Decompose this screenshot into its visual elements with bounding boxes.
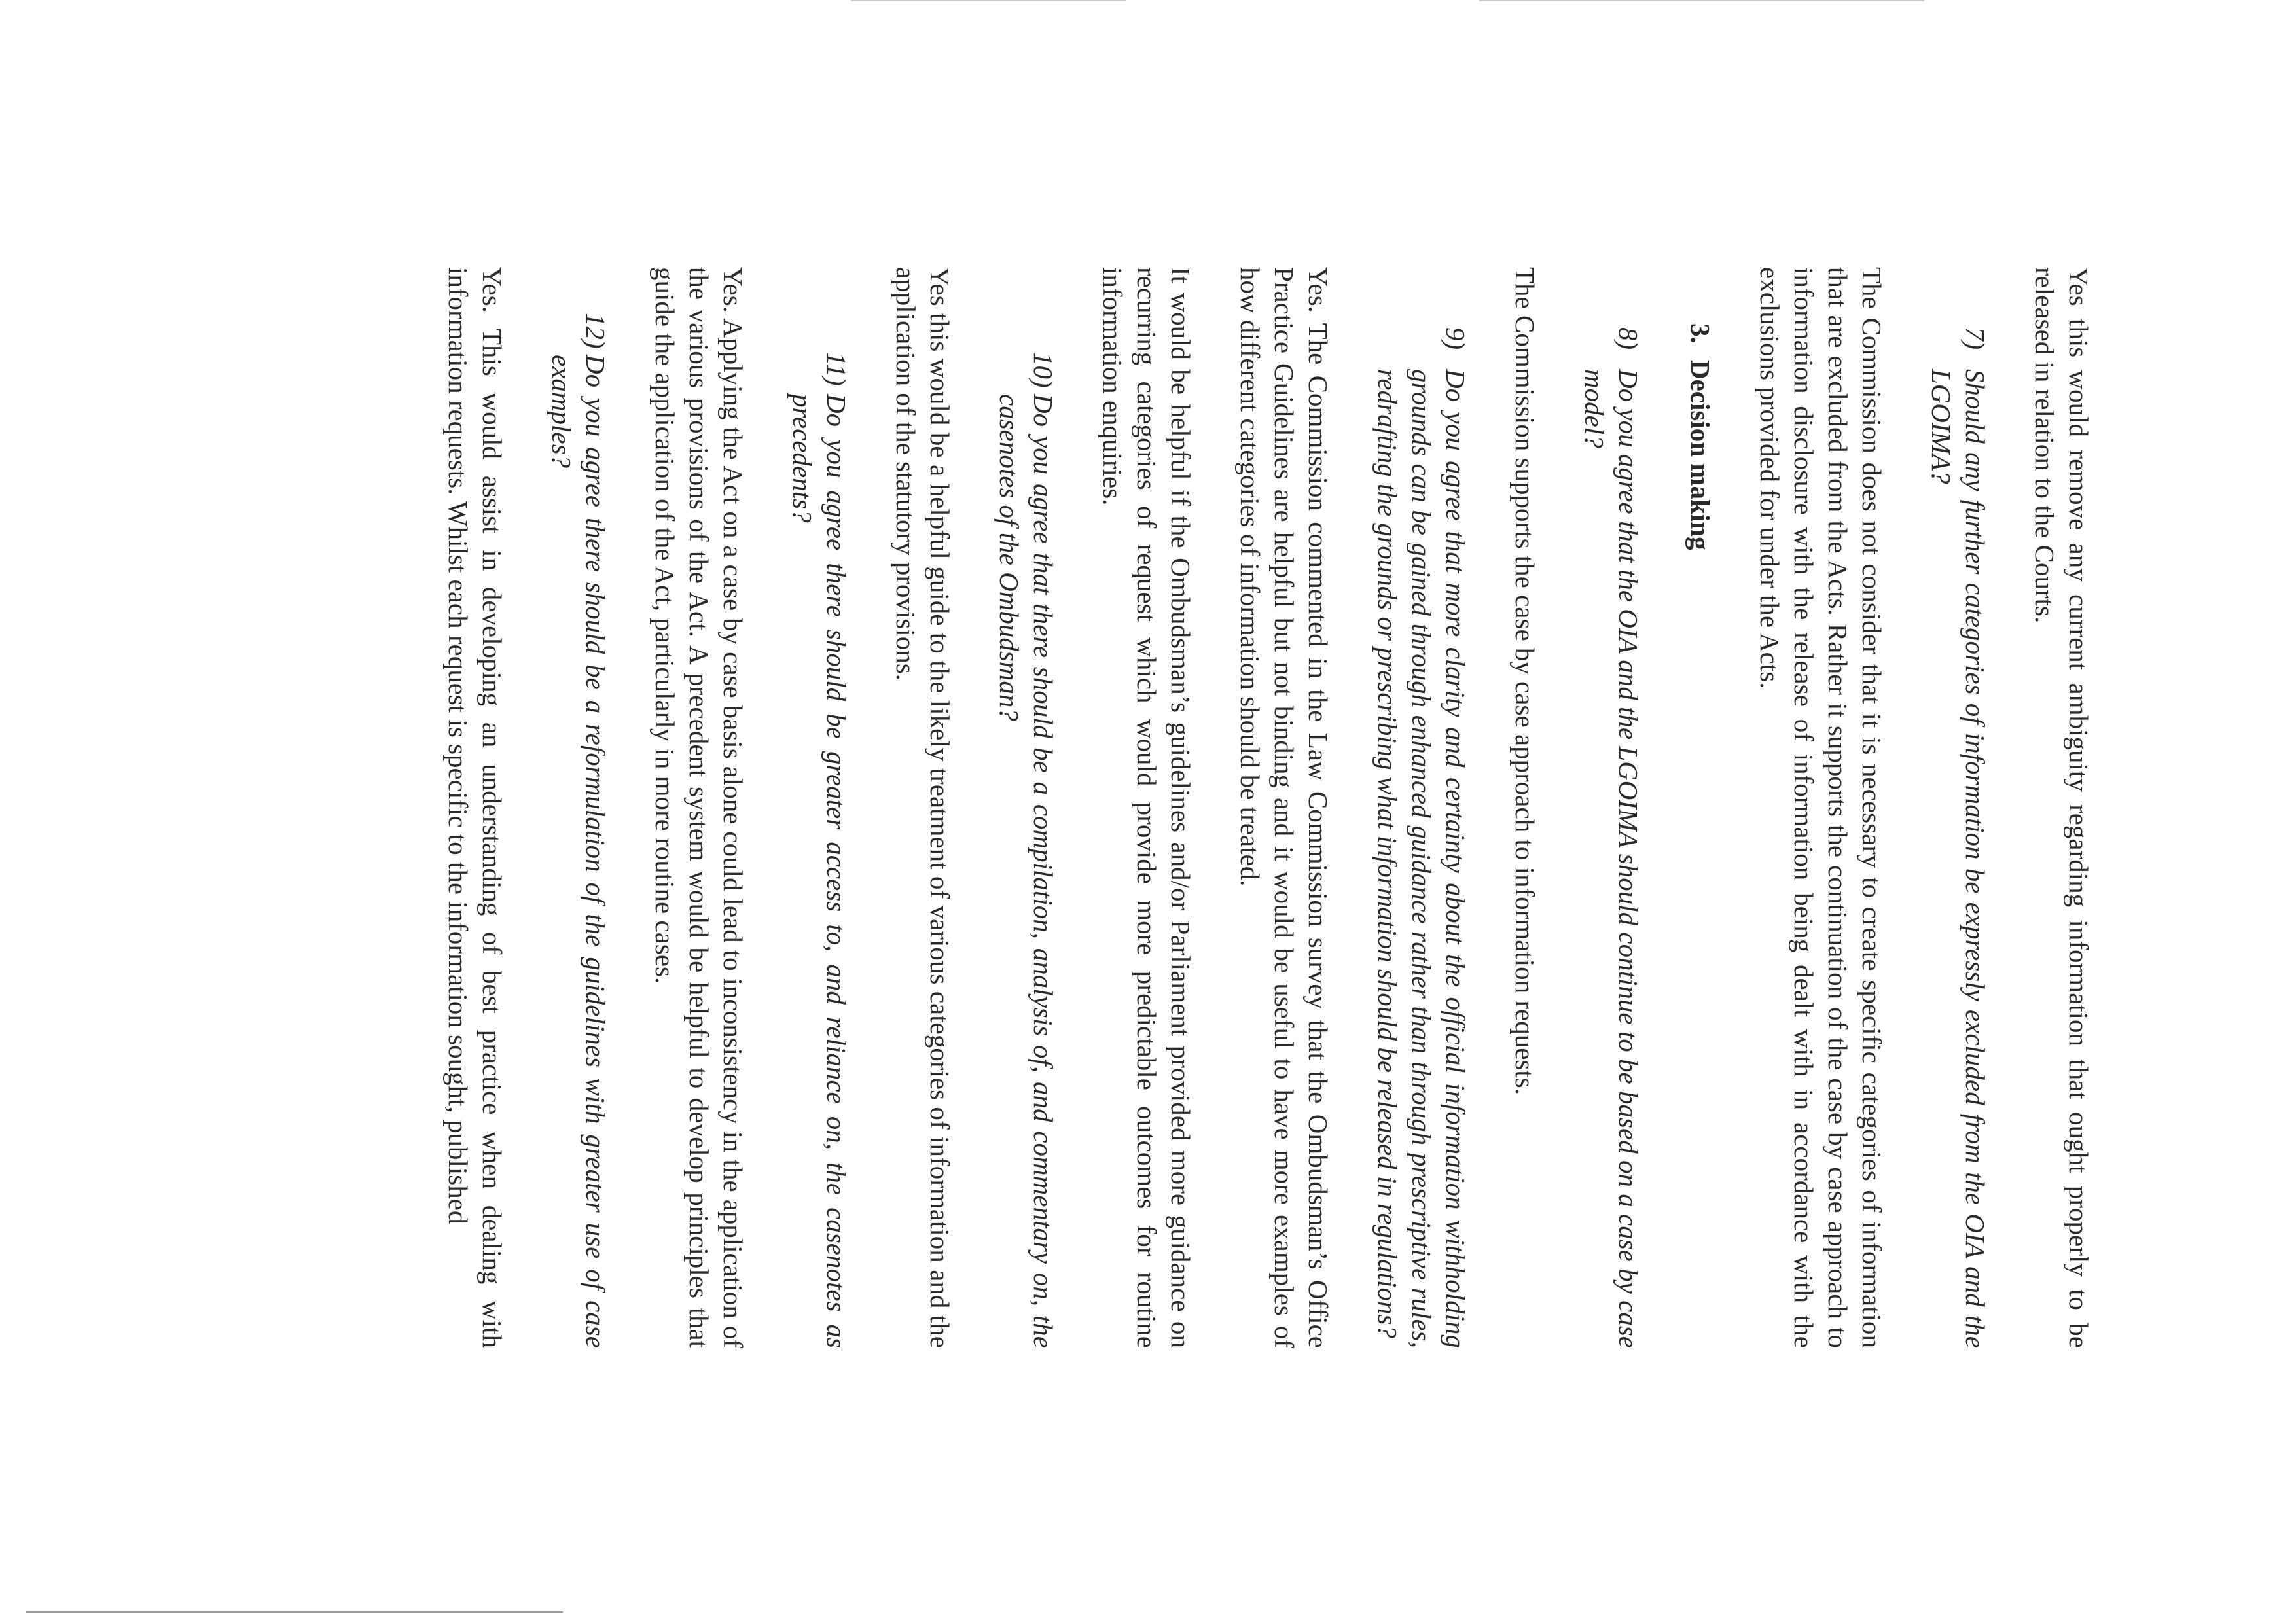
question-number: 10)	[1028, 352, 1058, 388]
question-8	[1577, 267, 1645, 1348]
scan-top-artifact	[851, 0, 1126, 1]
question-12	[545, 267, 613, 1348]
paragraph-exclusions-answer: The Commission does not consider that it is necessary to create specific categories of information that are excluded from the Acts. Rather it supports the continuation of the case by case approach to information disclosure with the release of information being dealt with in accordance with the exclusions provided for under the Acts.	[1755, 267, 1887, 1348]
question-text: Should any further categories of information be expressly excluded from the OIA and the LGOIMA?	[1926, 369, 1990, 1348]
paragraph-practice-guidelines: Yes. The Commission commented in the Law Commission survey that the Ombudsman’s Office Practice Guidelines are helpful but not binding and it would be useful to have more examples of how different categories of information should be treated.	[1235, 267, 1333, 1348]
scan-edge-line	[26, 1611, 563, 1613]
paragraph-best-practice: Yes. This would assist in developing an understanding of best practice when dealing with information requests. Whilst each request is specific to the information sought, published	[443, 267, 507, 1348]
paragraph-courts-ambiguity: Yes this would remove any current ambiguity regarding information that ought properly to be released in relation to the Courts.	[2030, 267, 2094, 1348]
question-text: Do you agree that there should be a compilation, analysis of, and commentary on, the casenotes of the Ombudsman?	[994, 394, 1058, 1348]
scan-top-artifact	[1479, 0, 1924, 1]
section-title: Decision making	[1685, 360, 1715, 550]
question-text: Do you agree there should be a reformulation of the guidelines with greater use of case examples?	[547, 355, 611, 1348]
section-heading-decision-making	[1683, 267, 1717, 1348]
section-number: 3.	[1685, 323, 1715, 344]
question-text: Do you agree there should be greater access to, and reliance on, the casenotes as precedents?	[787, 394, 852, 1348]
question-9	[1371, 267, 1473, 1348]
question-number: 11)	[821, 352, 852, 386]
question-text: Do you agree that more clarity and certainty about the official information withholding grounds can be gained through enhanced guidance rather than through prescriptive rules, redrafting the grounds or prescribing what information should be released in regulations?	[1372, 369, 1471, 1348]
paragraph-case-by-case-support: The Commission supports the case by case approach to information requests.	[1510, 267, 1540, 1096]
question-7	[1924, 267, 1992, 1348]
question-number: 12)	[581, 313, 611, 349]
question-10	[992, 267, 1060, 1348]
question-number: 7)	[1960, 327, 1990, 350]
question-text: Do you agree that the OIA and the LGOIMA should continue to be based on a case by case model?	[1579, 369, 1643, 1348]
paragraph-recurring-categories: It would be helpful if the Ombudsman’s guidelines and/or Parliament provided more guidance on recurring categories of request which would provide more predictable outcomes for routine information enquiries.	[1098, 267, 1196, 1348]
paragraph-helpful-guide: Yes this would be a helpful guide to the likely treatment of various categories of information and the application of the statutory provisions.	[891, 267, 955, 1348]
paragraph-precedent-system: Yes. Applying the Act on a case by case basis alone could lead to inconsistency in the application of the various provisions of the Act. A precedent system would be helpful to develop principles that guide the application of the Act, particularly in more routine cases.	[650, 267, 748, 1348]
question-11	[785, 267, 853, 1348]
document-body	[406, 267, 2096, 1348]
question-number: 8)	[1613, 327, 1643, 350]
question-number: 9)	[1441, 327, 1471, 350]
